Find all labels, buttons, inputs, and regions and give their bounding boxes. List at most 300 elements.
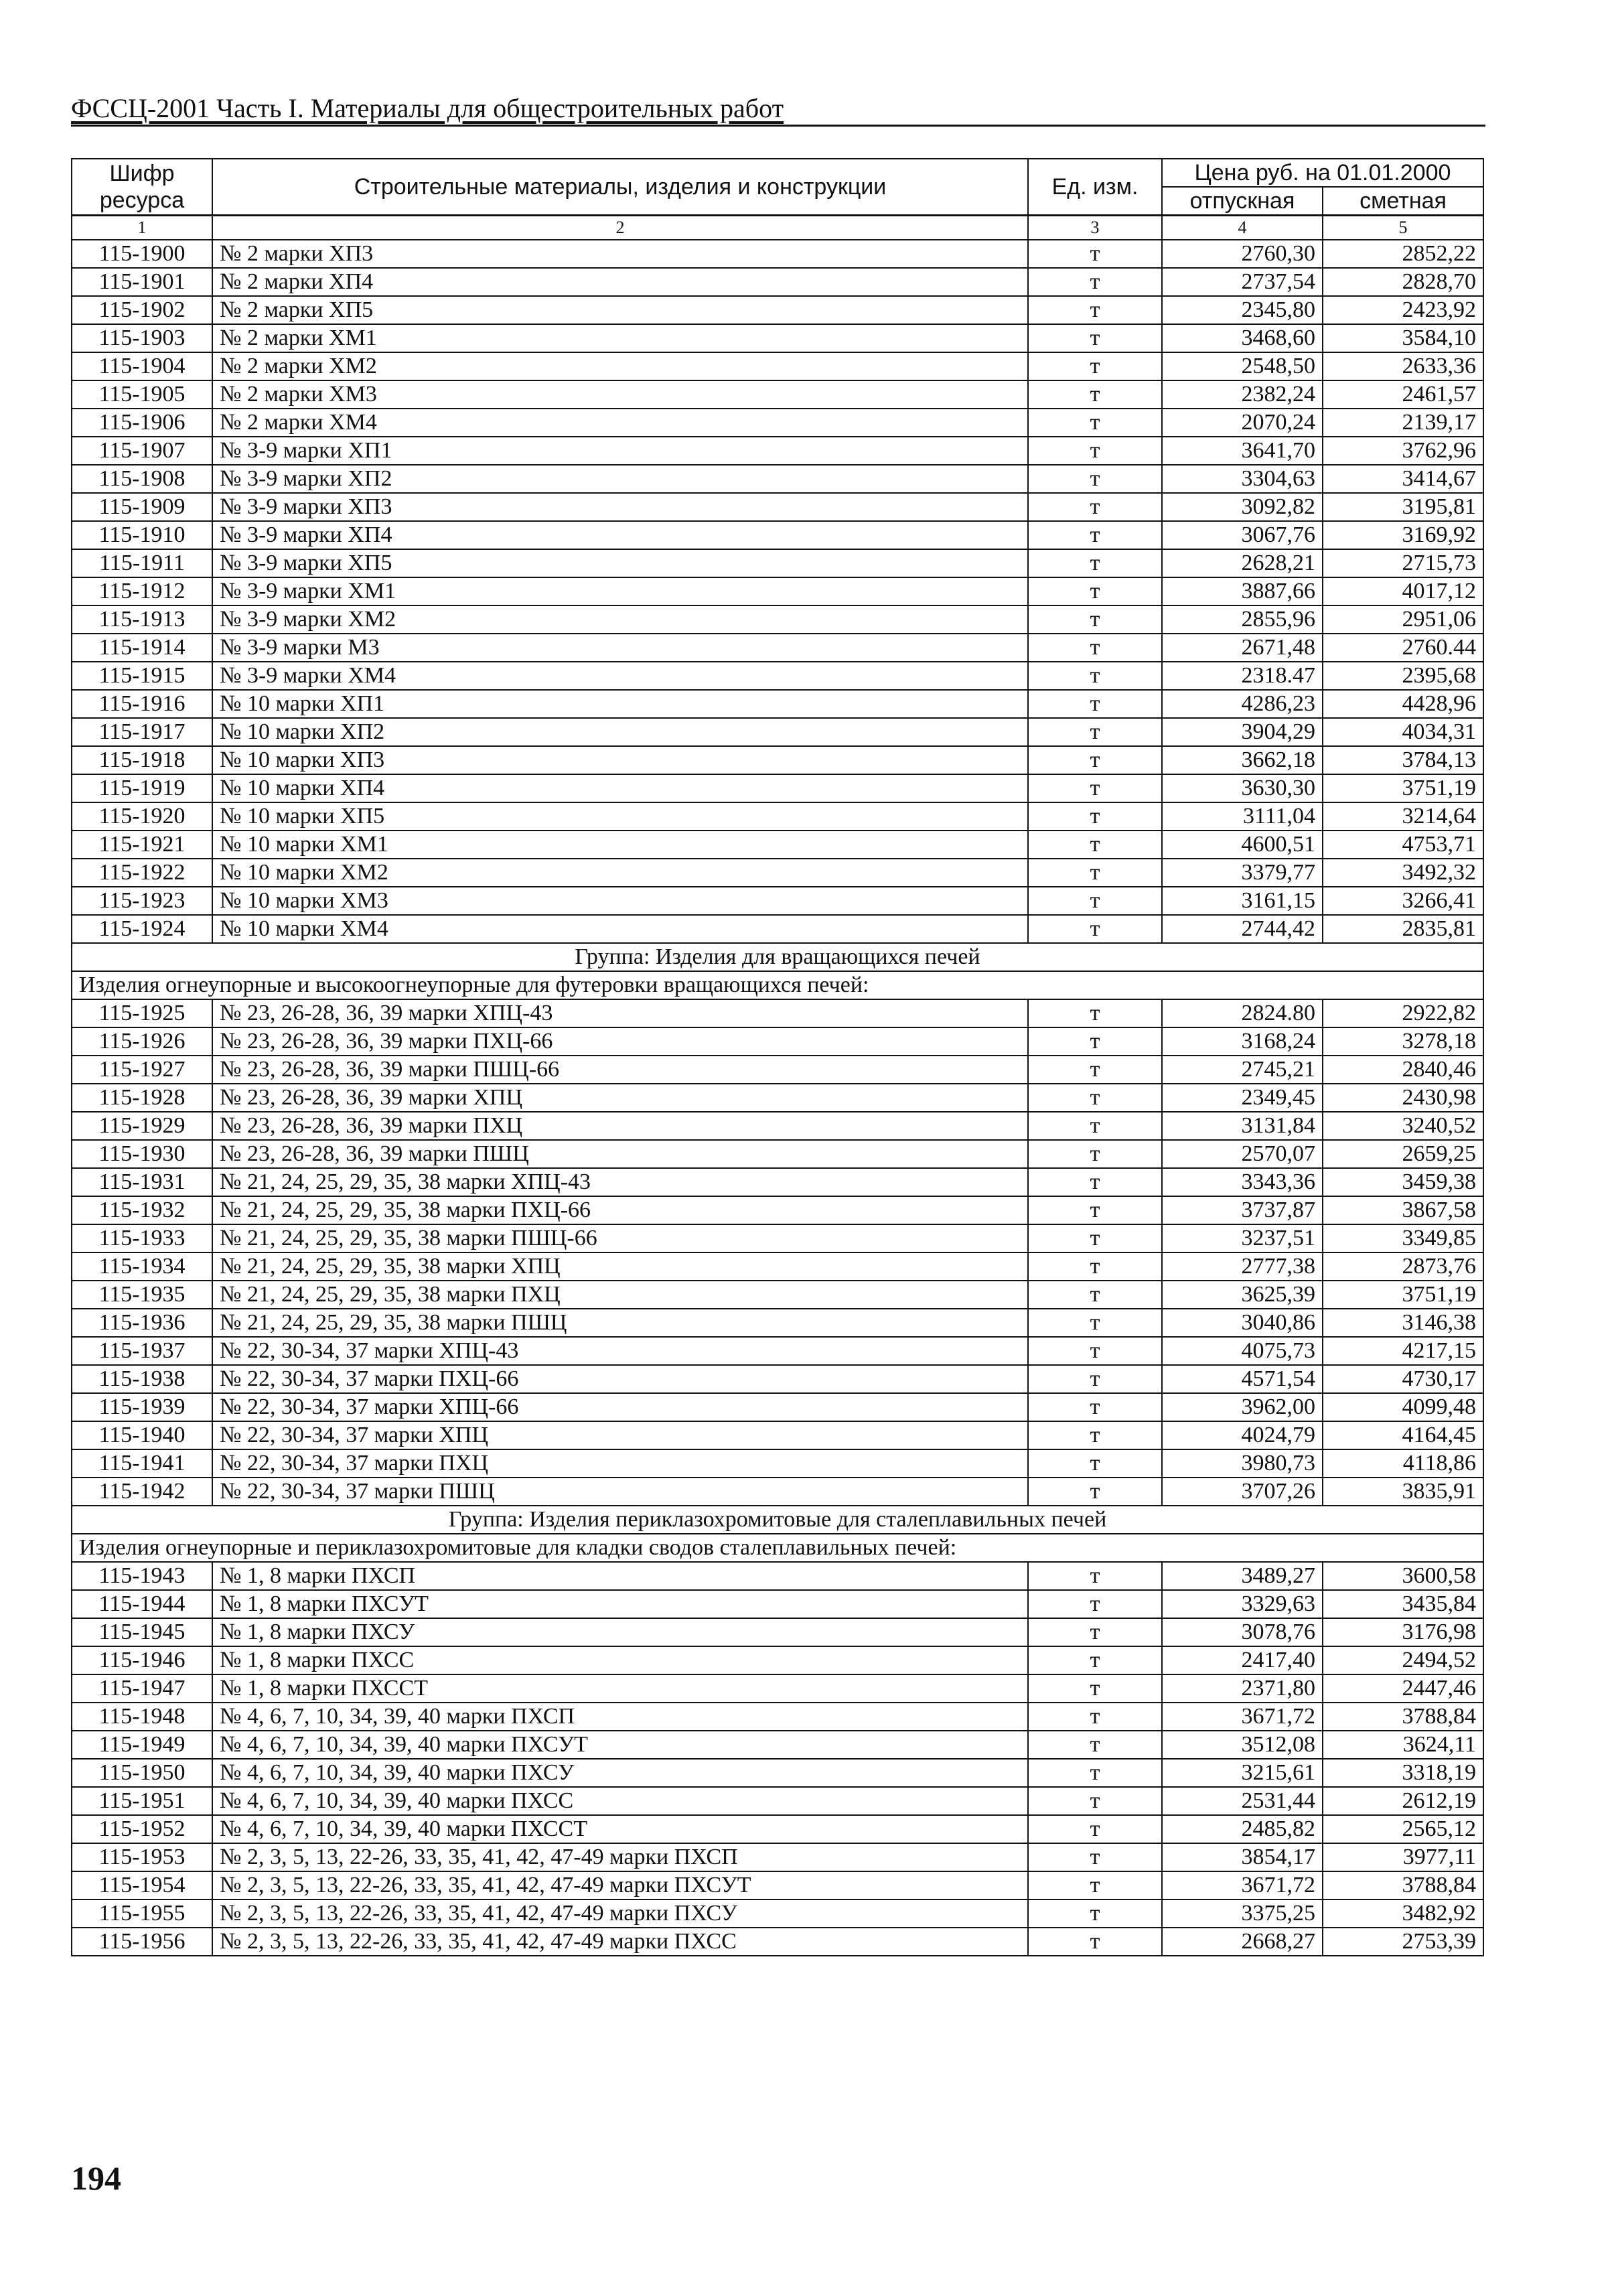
material-name: № 23, 26-28, 36, 39 марки ХПЦ-43 <box>212 999 1028 1027</box>
material-name: № 21, 24, 25, 29, 35, 38 марки ХПЦ <box>212 1252 1028 1281</box>
resource-code: 115-1900 <box>72 240 212 268</box>
unit: т <box>1028 1478 1162 1506</box>
unit: т <box>1028 1674 1162 1703</box>
unit: т <box>1028 1112 1162 1140</box>
price-release: 3887,66 <box>1162 577 1323 605</box>
price-release: 2345,80 <box>1162 296 1323 324</box>
price-estimate: 2852,22 <box>1323 240 1483 268</box>
table-row <box>72 1646 1483 1674</box>
material-name: № 2, 3, 5, 13, 22-26, 33, 35, 41, 42, 47-49 марки ПХСС <box>212 1928 1028 1956</box>
header-unit: Ед. изм. <box>1028 159 1162 216</box>
price-estimate: 4428,96 <box>1323 690 1483 718</box>
price-release: 3329,63 <box>1162 1590 1323 1618</box>
price-release: 3641,70 <box>1162 437 1323 465</box>
unit: т <box>1028 1562 1162 1590</box>
material-name: № 2, 3, 5, 13, 22-26, 33, 35, 41, 42, 47-49 марки ПХСП <box>212 1843 1028 1871</box>
table-row <box>72 1224 1483 1252</box>
material-name: № 10 марки ХП2 <box>212 718 1028 746</box>
price-estimate: 3788,84 <box>1323 1871 1483 1899</box>
price-release: 3215,61 <box>1162 1759 1323 1787</box>
resource-code: 115-1943 <box>72 1562 212 1590</box>
unit: т <box>1028 1393 1162 1421</box>
price-release: 3489,27 <box>1162 1562 1323 1590</box>
table-row <box>72 437 1483 465</box>
resource-code: 115-1925 <box>72 999 212 1027</box>
price-estimate: 4730,17 <box>1323 1365 1483 1393</box>
resource-code: 115-1947 <box>72 1674 212 1703</box>
resource-code: 115-1946 <box>72 1646 212 1674</box>
price-estimate: 4753,71 <box>1323 831 1483 859</box>
price-estimate: 3176,98 <box>1323 1618 1483 1646</box>
price-estimate: 2430,98 <box>1323 1084 1483 1112</box>
resource-code: 115-1926 <box>72 1027 212 1056</box>
price-estimate: 3459,38 <box>1323 1168 1483 1196</box>
unit: т <box>1028 296 1162 324</box>
material-name: № 10 марки ХП5 <box>212 802 1028 831</box>
material-name: № 23, 26-28, 36, 39 марки ХПЦ <box>212 1084 1028 1112</box>
material-name: № 10 марки ХП1 <box>212 690 1028 718</box>
price-release: 3067,76 <box>1162 521 1323 549</box>
price-estimate: 3867,58 <box>1323 1196 1483 1224</box>
material-name: № 23, 26-28, 36, 39 марки ПХЦ <box>212 1112 1028 1140</box>
table-row <box>72 1590 1483 1618</box>
running-head: ФССЦ-2001 Часть I. Материалы для общестроительных работ <box>71 92 1485 127</box>
table-row <box>72 1787 1483 1815</box>
table-body-b <box>72 999 1483 1506</box>
resource-code: 115-1924 <box>72 915 212 943</box>
material-name: № 10 марки ХМ1 <box>212 831 1028 859</box>
price-estimate: 3195,81 <box>1323 493 1483 521</box>
table-row <box>72 380 1483 409</box>
table-row <box>72 1928 1483 1956</box>
resource-code: 115-1940 <box>72 1421 212 1449</box>
table-row <box>72 1196 1483 1224</box>
material-name: № 23, 26-28, 36, 39 марки ПХЦ-66 <box>212 1027 1028 1056</box>
price-estimate: 3835,91 <box>1323 1478 1483 1506</box>
material-name: № 22, 30-34, 37 марки ХПЦ-66 <box>212 1393 1028 1421</box>
material-name: № 2 марки ХМ1 <box>212 324 1028 352</box>
resource-code: 115-1948 <box>72 1703 212 1731</box>
price-release: 4571,54 <box>1162 1365 1323 1393</box>
price-estimate: 4217,15 <box>1323 1337 1483 1365</box>
resource-code: 115-1937 <box>72 1337 212 1365</box>
price-release: 3904,29 <box>1162 718 1323 746</box>
unit: т <box>1028 1056 1162 1084</box>
material-name: № 21, 24, 25, 29, 35, 38 марки ХПЦ-43 <box>212 1168 1028 1196</box>
resource-code: 115-1906 <box>72 409 212 437</box>
table-row <box>72 662 1483 690</box>
table-row <box>72 409 1483 437</box>
unit: т <box>1028 549 1162 577</box>
price-release: 3040,86 <box>1162 1309 1323 1337</box>
price-estimate: 4017,12 <box>1323 577 1483 605</box>
table-body-a <box>72 240 1483 943</box>
unit: т <box>1028 1759 1162 1787</box>
table-row <box>72 521 1483 549</box>
price-release: 3630,30 <box>1162 774 1323 802</box>
table-row <box>72 831 1483 859</box>
material-name: № 2 марки ХМ2 <box>212 352 1028 380</box>
price-release: 2628,21 <box>1162 549 1323 577</box>
price-release: 3168,24 <box>1162 1027 1323 1056</box>
resource-code: 115-1927 <box>72 1056 212 1084</box>
material-name: № 23, 26-28, 36, 39 марки ПШЦ-66 <box>212 1056 1028 1084</box>
table-row <box>72 605 1483 634</box>
price-estimate: 3240,52 <box>1323 1112 1483 1140</box>
resource-code: 115-1904 <box>72 352 212 380</box>
price-estimate: 3784,13 <box>1323 746 1483 774</box>
price-release: 3304,63 <box>1162 465 1323 493</box>
material-name: № 1, 8 марки ПХСП <box>212 1562 1028 1590</box>
price-release: 3237,51 <box>1162 1224 1323 1252</box>
header-name: Строительные материалы, изделия и конструкции <box>212 159 1028 216</box>
resource-code: 115-1901 <box>72 268 212 296</box>
price-release: 2744,42 <box>1162 915 1323 943</box>
price-estimate: 2612,19 <box>1323 1787 1483 1815</box>
unit: т <box>1028 324 1162 352</box>
price-release: 3512,08 <box>1162 1731 1323 1759</box>
column-number: 5 <box>1323 216 1483 240</box>
table-row <box>72 268 1483 296</box>
price-release: 3078,76 <box>1162 1618 1323 1646</box>
price-estimate: 3318,19 <box>1323 1759 1483 1787</box>
resource-code: 115-1942 <box>72 1478 212 1506</box>
price-release: 3161,15 <box>1162 887 1323 915</box>
table-row <box>72 1027 1483 1056</box>
table-row <box>72 352 1483 380</box>
price-release: 2760,30 <box>1162 240 1323 268</box>
table-row <box>72 1393 1483 1421</box>
material-name: № 3-9 марки ХП4 <box>212 521 1028 549</box>
unit: т <box>1028 1703 1162 1731</box>
group-b-header <box>72 943 1483 999</box>
table-row <box>72 1337 1483 1365</box>
resource-code: 115-1932 <box>72 1196 212 1224</box>
material-name: № 3-9 марки ХП2 <box>212 465 1028 493</box>
price-estimate: 2395,68 <box>1323 662 1483 690</box>
table-row <box>72 1899 1483 1928</box>
table-row <box>72 690 1483 718</box>
header-price-estimate: сметная <box>1323 187 1483 216</box>
resource-code: 115-1934 <box>72 1252 212 1281</box>
resource-code: 115-1903 <box>72 324 212 352</box>
unit: т <box>1028 1731 1162 1759</box>
price-release: 2070,24 <box>1162 409 1323 437</box>
table-row <box>72 1056 1483 1084</box>
resource-code: 115-1909 <box>72 493 212 521</box>
price-estimate: 2461,57 <box>1323 380 1483 409</box>
price-estimate: 3414,67 <box>1323 465 1483 493</box>
table-row <box>72 859 1483 887</box>
unit: т <box>1028 1252 1162 1281</box>
resource-code: 115-1919 <box>72 774 212 802</box>
resource-code: 115-1911 <box>72 549 212 577</box>
material-name: № 2 марки ХМ3 <box>212 380 1028 409</box>
price-release: 2548,50 <box>1162 352 1323 380</box>
price-estimate: 3751,19 <box>1323 774 1483 802</box>
price-release: 3854,17 <box>1162 1843 1323 1871</box>
price-release: 2485,82 <box>1162 1815 1323 1843</box>
unit: т <box>1028 1196 1162 1224</box>
resource-code: 115-1935 <box>72 1281 212 1309</box>
unit: т <box>1028 746 1162 774</box>
resource-code: 115-1939 <box>72 1393 212 1421</box>
price-estimate: 3349,85 <box>1323 1224 1483 1252</box>
price-estimate: 2873,76 <box>1323 1252 1483 1281</box>
unit: т <box>1028 1224 1162 1252</box>
price-estimate: 3788,84 <box>1323 1703 1483 1731</box>
price-release: 2737,54 <box>1162 268 1323 296</box>
material-name: № 2, 3, 5, 13, 22-26, 33, 35, 41, 42, 47-49 марки ПХСУ <box>212 1899 1028 1928</box>
price-estimate: 3584,10 <box>1323 324 1483 352</box>
header-price: Цена руб. на 01.01.2000 <box>1162 159 1483 187</box>
material-name: № 3-9 марки ХП3 <box>212 493 1028 521</box>
table-row <box>72 1421 1483 1449</box>
price-release: 2382,24 <box>1162 380 1323 409</box>
price-estimate: 3751,19 <box>1323 1281 1483 1309</box>
material-name: № 22, 30-34, 37 марки ХПЦ <box>212 1421 1028 1449</box>
table-row <box>72 465 1483 493</box>
material-name: № 22, 30-34, 37 марки ПХЦ-66 <box>212 1365 1028 1393</box>
material-name: № 1, 8 марки ПХСС <box>212 1646 1028 1674</box>
price-release: 3092,82 <box>1162 493 1323 521</box>
resource-code: 115-1936 <box>72 1309 212 1337</box>
resource-code: 115-1951 <box>72 1787 212 1815</box>
resource-code: 115-1938 <box>72 1365 212 1393</box>
unit: т <box>1028 1815 1162 1843</box>
unit: т <box>1028 662 1162 690</box>
table-row <box>72 634 1483 662</box>
group-subtitle: Изделия огнеупорные и высокоогнеупорные для футеровки вращающихся печей: <box>72 971 1483 999</box>
price-estimate: 3169,92 <box>1323 521 1483 549</box>
table-row <box>72 1112 1483 1140</box>
resource-code: 115-1929 <box>72 1112 212 1140</box>
price-table <box>71 158 1484 1956</box>
resource-code: 115-1950 <box>72 1759 212 1787</box>
table-row <box>72 887 1483 915</box>
unit: т <box>1028 521 1162 549</box>
unit: т <box>1028 493 1162 521</box>
resource-code: 115-1917 <box>72 718 212 746</box>
price-estimate: 3435,84 <box>1323 1590 1483 1618</box>
unit: т <box>1028 634 1162 662</box>
price-release: 3111,04 <box>1162 802 1323 831</box>
material-name: № 3-9 марки ХМ2 <box>212 605 1028 634</box>
unit: т <box>1028 690 1162 718</box>
material-name: № 4, 6, 7, 10, 34, 39, 40 марки ПХСС <box>212 1787 1028 1815</box>
unit: т <box>1028 1928 1162 1956</box>
price-release: 2349,45 <box>1162 1084 1323 1112</box>
table-row <box>72 1843 1483 1871</box>
price-estimate: 2835,81 <box>1323 915 1483 943</box>
material-name: № 22, 30-34, 37 марки ПШЦ <box>212 1478 1028 1506</box>
header-code: Шифр ресурса <box>72 159 212 216</box>
material-name: № 10 марки ХП3 <box>212 746 1028 774</box>
price-estimate: 2494,52 <box>1323 1646 1483 1674</box>
table-row <box>72 1449 1483 1478</box>
price-release: 2855,96 <box>1162 605 1323 634</box>
material-name: № 2 марки ХП3 <box>212 240 1028 268</box>
resource-code: 115-1952 <box>72 1815 212 1843</box>
unit: т <box>1028 1421 1162 1449</box>
material-name: № 1, 8 марки ПХССТ <box>212 1674 1028 1703</box>
table-row <box>72 1478 1483 1506</box>
price-release: 2824.80 <box>1162 999 1323 1027</box>
price-estimate: 3977,11 <box>1323 1843 1483 1871</box>
resource-code: 115-1956 <box>72 1928 212 1956</box>
price-release: 2417,40 <box>1162 1646 1323 1674</box>
unit: т <box>1028 437 1162 465</box>
table-row <box>72 718 1483 746</box>
price-release: 2371,80 <box>1162 1674 1323 1703</box>
table-row <box>72 915 1483 943</box>
unit: т <box>1028 915 1162 943</box>
table-row <box>72 999 1483 1027</box>
group-c-header <box>72 1506 1483 1562</box>
unit: т <box>1028 1618 1162 1646</box>
price-estimate: 3600,58 <box>1323 1562 1483 1590</box>
price-release: 3131,84 <box>1162 1112 1323 1140</box>
unit: т <box>1028 352 1162 380</box>
table-row <box>72 1168 1483 1196</box>
price-release: 2745,21 <box>1162 1056 1323 1084</box>
unit: т <box>1028 1027 1162 1056</box>
unit: т <box>1028 887 1162 915</box>
unit: т <box>1028 380 1162 409</box>
material-name: № 23, 26-28, 36, 39 марки ПШЦ <box>212 1140 1028 1168</box>
price-release: 3671,72 <box>1162 1871 1323 1899</box>
resource-code: 115-1923 <box>72 887 212 915</box>
price-estimate: 3266,41 <box>1323 887 1483 915</box>
price-estimate: 3762,96 <box>1323 437 1483 465</box>
material-name: № 10 марки ХМ4 <box>212 915 1028 943</box>
price-estimate: 4099,48 <box>1323 1393 1483 1421</box>
table-row <box>72 240 1483 268</box>
price-release: 3468,60 <box>1162 324 1323 352</box>
price-estimate: 2951,06 <box>1323 605 1483 634</box>
unit: т <box>1028 240 1162 268</box>
table-row <box>72 1674 1483 1703</box>
table-row <box>72 774 1483 802</box>
unit: т <box>1028 831 1162 859</box>
unit: т <box>1028 409 1162 437</box>
material-name: № 10 марки ХМ2 <box>212 859 1028 887</box>
material-name: № 4, 6, 7, 10, 34, 39, 40 марки ПХССТ <box>212 1815 1028 1843</box>
price-release: 3737,87 <box>1162 1196 1323 1224</box>
material-name: № 10 марки ХП4 <box>212 774 1028 802</box>
resource-code: 115-1902 <box>72 296 212 324</box>
material-name: № 2 марки ХМ4 <box>212 409 1028 437</box>
unit: т <box>1028 1281 1162 1309</box>
unit: т <box>1028 1646 1162 1674</box>
price-release: 2671,48 <box>1162 634 1323 662</box>
unit: т <box>1028 1590 1162 1618</box>
unit: т <box>1028 465 1162 493</box>
table-row <box>72 1365 1483 1393</box>
material-name: № 4, 6, 7, 10, 34, 39, 40 марки ПХСУ <box>212 1759 1028 1787</box>
price-release: 2531,44 <box>1162 1787 1323 1815</box>
unit: т <box>1028 1337 1162 1365</box>
material-name: № 21, 24, 25, 29, 35, 38 марки ПШЦ <box>212 1309 1028 1337</box>
price-estimate: 2447,46 <box>1323 1674 1483 1703</box>
resource-code: 115-1930 <box>72 1140 212 1168</box>
unit: т <box>1028 802 1162 831</box>
table-row <box>72 324 1483 352</box>
price-estimate: 2753,39 <box>1323 1928 1483 1956</box>
price-estimate: 3146,38 <box>1323 1309 1483 1337</box>
price-release: 3707,26 <box>1162 1478 1323 1506</box>
price-estimate: 3482,92 <box>1323 1899 1483 1928</box>
material-name: № 22, 30-34, 37 марки ХПЦ-43 <box>212 1337 1028 1365</box>
table-row <box>72 1815 1483 1843</box>
resource-code: 115-1918 <box>72 746 212 774</box>
table-row <box>72 1871 1483 1899</box>
table-row <box>72 296 1483 324</box>
unit: т <box>1028 1084 1162 1112</box>
price-release: 2570,07 <box>1162 1140 1323 1168</box>
unit: т <box>1028 1843 1162 1871</box>
unit: т <box>1028 1309 1162 1337</box>
table-row <box>72 1281 1483 1309</box>
unit: т <box>1028 999 1162 1027</box>
price-estimate: 2565,12 <box>1323 1815 1483 1843</box>
material-name: № 21, 24, 25, 29, 35, 38 марки ПХЦ <box>212 1281 1028 1309</box>
unit: т <box>1028 1787 1162 1815</box>
table-row <box>72 577 1483 605</box>
table-body-c <box>72 1562 1483 1956</box>
resource-code: 115-1912 <box>72 577 212 605</box>
unit: т <box>1028 859 1162 887</box>
unit: т <box>1028 718 1162 746</box>
price-estimate: 3624,11 <box>1323 1731 1483 1759</box>
table-row <box>72 1703 1483 1731</box>
price-release: 3343,36 <box>1162 1168 1323 1196</box>
resource-code: 115-1910 <box>72 521 212 549</box>
price-estimate: 4164,45 <box>1323 1421 1483 1449</box>
resource-code: 115-1905 <box>72 380 212 409</box>
price-estimate: 2760.44 <box>1323 634 1483 662</box>
price-release: 4075,73 <box>1162 1337 1323 1365</box>
price-release: 4600,51 <box>1162 831 1323 859</box>
material-name: № 21, 24, 25, 29, 35, 38 марки ПШЦ-66 <box>212 1224 1028 1252</box>
table-row <box>72 1140 1483 1168</box>
price-estimate: 2840,46 <box>1323 1056 1483 1084</box>
page-number: 194 <box>71 2159 121 2197</box>
price-estimate: 2715,73 <box>1323 549 1483 577</box>
material-name: № 3-9 марки ХМ1 <box>212 577 1028 605</box>
column-number: 3 <box>1028 216 1162 240</box>
material-name: № 1, 8 марки ПХСУТ <box>212 1590 1028 1618</box>
material-name: № 3-9 марки ХМ4 <box>212 662 1028 690</box>
table-row <box>72 746 1483 774</box>
unit: т <box>1028 774 1162 802</box>
price-release: 3625,39 <box>1162 1281 1323 1309</box>
column-number-row <box>72 216 1483 240</box>
price-release: 2318.47 <box>1162 662 1323 690</box>
price-estimate: 2659,25 <box>1323 1140 1483 1168</box>
price-release: 3962,00 <box>1162 1393 1323 1421</box>
material-name: № 2 марки ХП5 <box>212 296 1028 324</box>
unit: т <box>1028 268 1162 296</box>
resource-code: 115-1914 <box>72 634 212 662</box>
resource-code: 115-1931 <box>72 1168 212 1196</box>
price-estimate: 3214,64 <box>1323 802 1483 831</box>
unit: т <box>1028 1365 1162 1393</box>
table-row <box>72 1252 1483 1281</box>
material-name: № 22, 30-34, 37 марки ПХЦ <box>212 1449 1028 1478</box>
unit: т <box>1028 1168 1162 1196</box>
resource-code: 115-1916 <box>72 690 212 718</box>
